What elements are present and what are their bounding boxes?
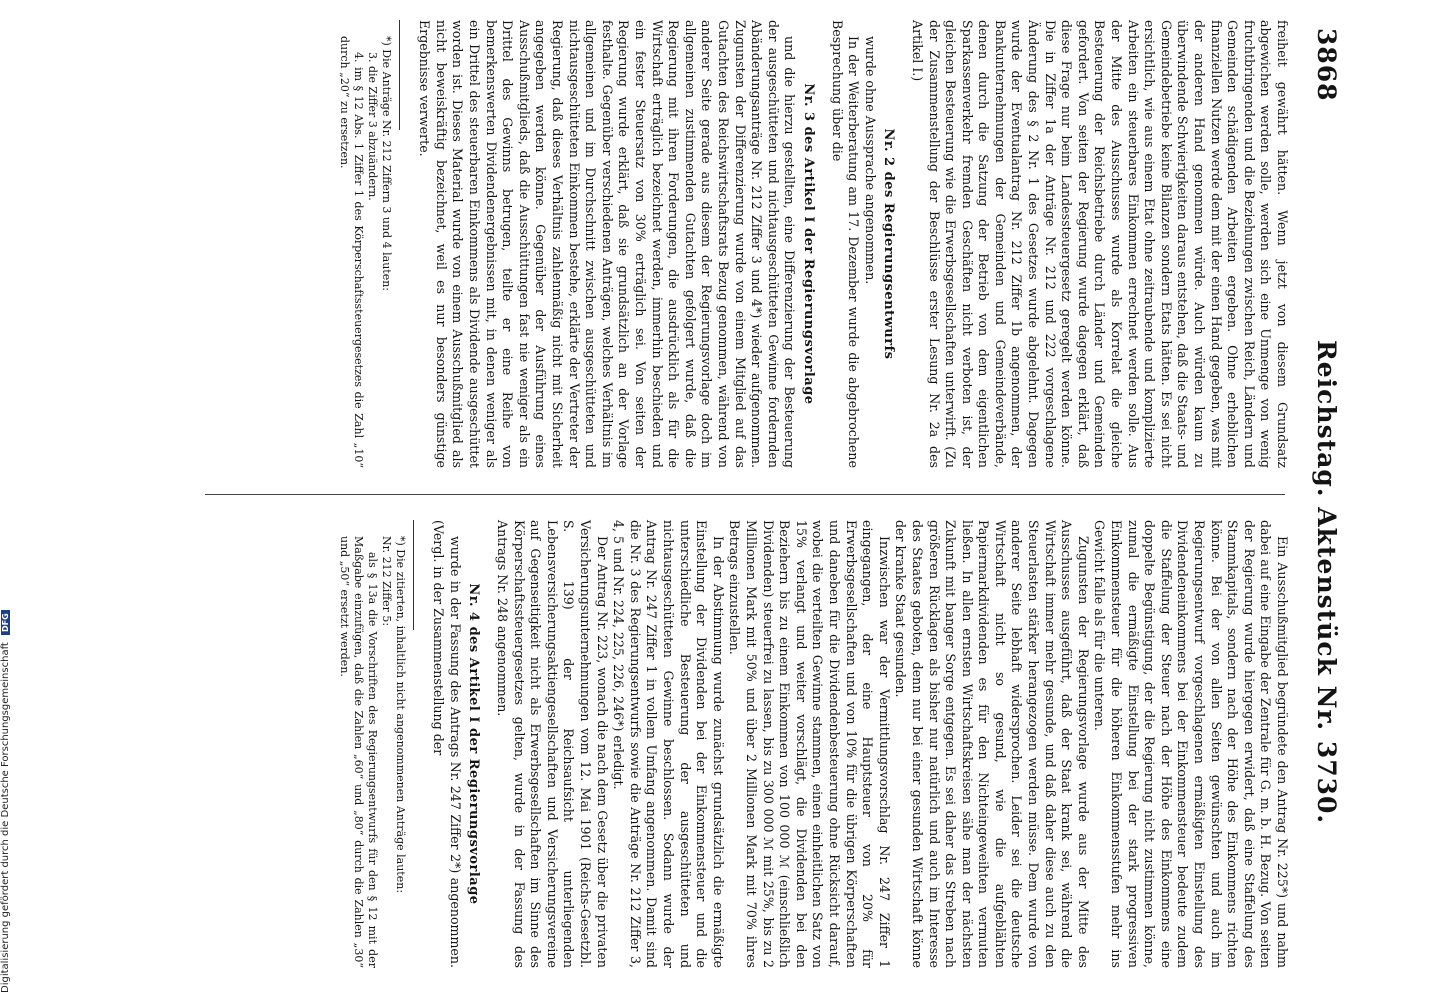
left-column — [337, 20, 1290, 468]
paragraph: wurde ohne Aussprache angenommen. — [862, 36, 878, 285]
paragraph: und die hierzu gestellten, eine Differenzierung der Besteuerung der ausgeschütteten und nichtausgeschütteten Gewinne fordernden Abänderungsanträge Nr. 212 Ziffer 3 und 4*) wieder aufgenommen. Zugunsten der Differenzierung wurde von einem Mitglied auf das Gutachten des Reichswirtschaftsrats Bezug genommen, während von anderer Seite gerade aus diesem der Regierungsvorlage doch im allgemeinen zustimmenden Gutachten gefolgert wurde, daß die Regierung mit ihren Forderungen, die ausdrücklich als für die Wirtschaft erträglich bezeichnet werden, immerhin beschieden und ein fester Steuersatz von 30% erträglich sei. Von seiten der Regierung wurde erklärt, daß sie grundsätzlich an der Vorlage festhalte. Gegenüber verschiedenen Anträgen, welches Verhältnis im allgemeinen und im Durchschnitt zwischen ausgeschütteten und nichtausgeschütteten Einkommen bestehe, erklärte der Vertreter der Regierung, daß dieses Verhältnis zahlenmäßig nicht mit Sicherheit angegeben werden könne. Gegenüber der Ausführung eines Ausschußmitglieds, daß die Ausschüttungen fast nie weniger als ein Drittel des Gewinns betrugen, teilte er eine Reihe von bemerkenswerten Dividendenergebnissen mit, in denen weniger als ein Drittel des steuerbaren Einkommens als Dividende ausgeschüttet worden ist. Dieses Material wurde von einem Ausschußmitglied als nicht beweiskräftig bezeichnet, weil es nur besonders günstige Ergebnisse verwerte. — [417, 20, 798, 468]
footnote-item: als § 13a die Vorschriften des Regierungsentwurfs für den § 12 mit der Maßgabe einzufügen, daß die Zahlen „60“ und „80“ durch die Zahlen „30“ und „50“ ersetzt werden. — [337, 536, 379, 968]
paragraph: In der Abstimmung wurde zunächst grundsätzlich die ermäßigte Einstellung der Dividenden bei der Einkommensteuer und die unterschiedliche Besteuerung der ausgeschütteten und nichtausgeschütteten Gewinne beschlossen. Sodann wurde der Antrag Nr. 247 Ziffer 1 in vollem Umfang angenommen. Damit sind die Nr. 3 des Regierungsentwurfs sowie die Anträge Nr. 212 Ziffer 3, 4, 5 und Nr. 224, 225, 226, 246*) erledigt. — [611, 520, 726, 968]
paragraph: wurde in der Fassung des Antrags Nr. 247 Ziffer 2*) angenommen. (Vergl. in der Zusammenstellung der — [431, 520, 463, 968]
footnote-rule — [399, 20, 400, 130]
paragraph: Ein Ausschußmitglied begründete den Antrag Nr. 225*) und nahm dabei auf eine Eingabe der Zentrale für G. m. b. H. Bezug. Von seiten der Regierung wurde hiergegen erwidert, daß eine Staffelung des Stammkapitals, sondern nach der Höhe des Einkommens richten könne. Bei der von allen Seiten gewünschten und auch im Regierungsentwurf vorgeschlagenen ermäßigten Einstellung des Dividendeneinkommens bei der Einkommensteuer bedeute zudem die Staffelung der Steuer nach der Höhe des Einkommens eine doppelte Begünstigung, der die Regierung nicht zustimmen könne, zumal die ermäßigte Einstellung bei der stark progressiven Einkommensteuer für die höheren Einkommensstufen mehr ins Gewicht falle als für die unteren. — [1092, 520, 1290, 968]
footnote-item: 3. die Ziffer 3 abzuändern. — [365, 52, 379, 201]
footnote-item: 4. im § 12 Abs. 1 Ziffer 1 des Körperschaftssteuergesetzes die Zahl „10“ durch „20“ zu ersetzen. — [337, 36, 365, 468]
rotated-page — [185, 20, 1345, 970]
right-column — [337, 520, 1290, 968]
dfg-logo: DFG — [1, 610, 10, 635]
column-divider — [205, 494, 1285, 495]
footnote-title: *) Die Anträge Nr. 212 Ziffern 3 und 4 lauten: — [379, 36, 393, 292]
page-number: 3868 — [1312, 28, 1341, 102]
credit-text: Digitalisierung gefördert durch die Deutsche Forschungsgemeinschaft — [0, 642, 11, 993]
digitization-credit — [0, 0, 14, 993]
paragraph: In der Weiterberatung am 17. Dezember wurde die abgebrochene Besprechung über die — [829, 20, 862, 468]
section-heading: Nr. 2 des Regierungsentwurfs — [881, 128, 897, 360]
paragraph: freiheit gewährt hätten. Wenn jetzt von diesem Grundsatz abgewichen werden solle, werden sich eine Unmenge von wenig fruchtbringenden und die Beziehungen zwischen Reich, Ländern und Gemeinden schädigenden Arbeiten ergeben. Ohne erheblichen finanziellen Nutzen werde dem mit der einen Hand gegeben, was mit der anderen Hand genommen würde. Auch würden kaum zu überwindende Schwierigkeiten daraus entstehen, daß die Staats- und Gemeindebetriebe keine Bilanzen sondern Etats hätten. Es sei nicht ersichtlich, wie aus einem Etat ohne zeitraubende und komplizierte Arbeiten ein steuerbares Einkommen errechnet werden solle. Aus der Mitte des Ausschusses wurde als Korrelat die gleiche Besteuerung der Reichsbetriebe durch Länder und Gemeinden gefordert. Von seiten der Regierung wurde dagegen erklärt, daß diese Frage nur beim Landessteuergesetz geregelt werden könne. Die in Ziffer 1a der Anträge Nr. 212 und 222 vorgeschlagene Änderung des § 2 Nr. 1 des Gesetzes wurde abgelehnt. Dagegen wurde der Eventualantrag Nr. 212 Ziffer 1b angenommen, der Bankunternehmungen der Gemeinden und Gemeindeverbände, denen durch die Satzung der Betrieb von dem eigentlichen Sparkassenverkehr fremden Geschäften nicht verboten ist, der gleichen Besteuerung wie die Erwerbsgesellschaften unterwirft. (Zu der Zusammenstellung der Beschlüsse erster Lesung Nr. 2a des Artikel I.) — [909, 20, 1290, 468]
page-header — [1295, 20, 1345, 970]
paragraph: Der Antrag Nr. 223, wonach die nach dem Gesetz über die privaten Versicherungsunternehmungen vom 12. Mai 1901 (Reichs-Gesetzbl. S. 139) der Reichsaufsicht unterliegenden Lebensversicherungsaktiengesellschaften und Versicherungsvereine auf Gegenseitigkeit nicht als Erwerbsgesellschaften im Sinne des Körperschaftssteuergesetzes gelten, wurde in der Fassung des Antrags Nr. 248 angenommen. — [495, 520, 610, 968]
footnote-subtitle: Nr. 212 Ziffer 5: — [379, 536, 393, 627]
section-heading: Nr. 3 des Artikel I der Regierungsvorlage — [800, 83, 816, 405]
section-heading: Nr. 4 des Artikel I der Regierungsvorlage — [466, 583, 482, 905]
page-title: Reichstag. Aktenstück Nr. 3730. — [1312, 340, 1341, 825]
footnote-rule — [413, 520, 414, 630]
footnote-title: *) Die zitierten, inhaltlich nicht angenommenen Anträge lauten: — [393, 536, 407, 894]
paragraph: Inzwischen war der Vermittlungsvorschlag Nr. 247 Ziffer 1 eingegangen, der eine Hauptsteuer von 20% für Erwerbsgesellschaften und von 10% für die übrigen Körperschaften und daneben für die Dividendenbesteuerung ohne Rücksicht darauf, wobei die verteilten Gewinne stammen, einen einheitlichen Satz von 15% verlangt und weiter vorschlägt, die Dividenden bei den Beziehern bis zu einem Einkommen von 100 000 ℳ (einschließlich Dividenden) steuerfrei zu lassen, bis zu 300 000 ℳ mit 25%, bis zu 2 Millionen Mark mit 50% und über 2 Millionen Mark mit 70% ihres Betrags einzustellen. — [727, 520, 892, 968]
paragraph: Zugunsten der Regierungsvorlage wurde aus der Mitte des Ausschusses ausgeführt, daß der Staat krank sei, während die Wirtschaft immer mehr gesunde, und daß daher diese auch zu den Steuerlasten stärker herangezogen werden müsse. Dem wurde von anderer Seite lebhaft widersprochen. Leider sei die deutsche Wirtschaft nicht so gesund, wie die aufgeblähten Papiermarkdividenden es für den Nichteingeweihten vermuten ließen. In allen ernsten Wirtschaftskreisen sähe man der nächsten Zukunft mit banger Sorge entgegen. Es sei daher das Streben nach größeren Rücklagen als bisher nur natürlich und auch im Interesse des Staates geboten, denn nur bei einer gesunden Wirtschaft könne der kranke Staat gesunden. — [893, 520, 1091, 968]
